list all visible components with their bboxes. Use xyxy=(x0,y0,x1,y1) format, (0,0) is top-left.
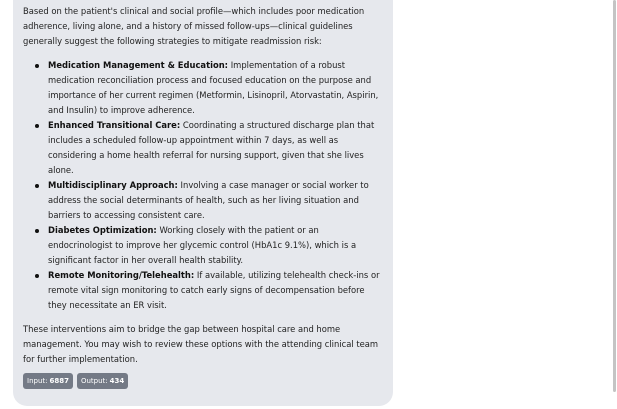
output-token-value: 434 xyxy=(109,377,125,385)
bullet-icon xyxy=(35,124,39,128)
bullet-icon xyxy=(35,184,39,188)
strategy-title: Remote Monitoring/Telehealth: xyxy=(48,270,195,280)
output-token-badge xyxy=(77,373,128,389)
scrollbar-thumb[interactable] xyxy=(613,0,616,392)
strategy-text: If available, utilizing telehealth check-ins or remote vital sign monitoring to catch early signs of decompensation before they necessitate an ER visit. xyxy=(48,270,380,310)
strategy-item xyxy=(23,223,383,268)
strategy-text: Implementation of a robust medication reconciliation process and focused education on the purpose and importance of her current regimen (Metformin, Lisinopril, Atorvastatin, Aspirin, and Insulin) to improve adherence. xyxy=(48,60,379,115)
strategy-item xyxy=(23,268,383,313)
bullet-icon xyxy=(35,64,39,68)
strategy-list xyxy=(23,58,383,313)
strategy-text: Involving a case manager or social worker to address the social determinants of health, such as her living situation and barriers to accessing consistent care. xyxy=(48,180,369,220)
token-usage xyxy=(23,373,383,389)
strategy-text: Working closely with the patient or an endocrinologist to improve her glycemic control (HbA1c 9.1%), which is a significant factor in her overall health stability. xyxy=(48,225,357,265)
strategy-item xyxy=(23,58,383,118)
input-token-value: 6887 xyxy=(49,377,69,385)
bullet-icon xyxy=(35,229,39,233)
scrollbar[interactable] xyxy=(612,0,617,409)
assistant-message-bubble xyxy=(13,0,393,406)
strategy-text: Coordinating a structured discharge plan that includes a scheduled follow-up appointment within 7 days, as well as considering a home health referral for nursing support, given that she lives alone. xyxy=(48,120,375,175)
strategy-item xyxy=(23,178,383,223)
strategy-title: Multidisciplinary Approach: xyxy=(48,180,178,190)
output-token-label: Output: xyxy=(80,377,108,385)
input-token-badge xyxy=(23,373,73,389)
message-intro: Based on the patient's clinical and social profile—which includes poor medication adherence, living alone, and a history of missed follow-ups—clinical guidelines generally suggest the following strategies to mitigate readmission risk: xyxy=(23,6,365,46)
strategy-item xyxy=(23,118,383,178)
strategy-title: Diabetes Optimization: xyxy=(48,225,157,235)
strategy-title: Enhanced Transitional Care: xyxy=(48,120,181,130)
message-outro: These interventions aim to bridge the gap between hospital care and home management. You may wish to review these options with the attending clinical team for further implementation. xyxy=(23,324,379,364)
input-token-label: Input: xyxy=(27,377,48,385)
bullet-icon xyxy=(35,274,39,278)
strategy-title: Medication Management & Education: xyxy=(48,60,229,70)
